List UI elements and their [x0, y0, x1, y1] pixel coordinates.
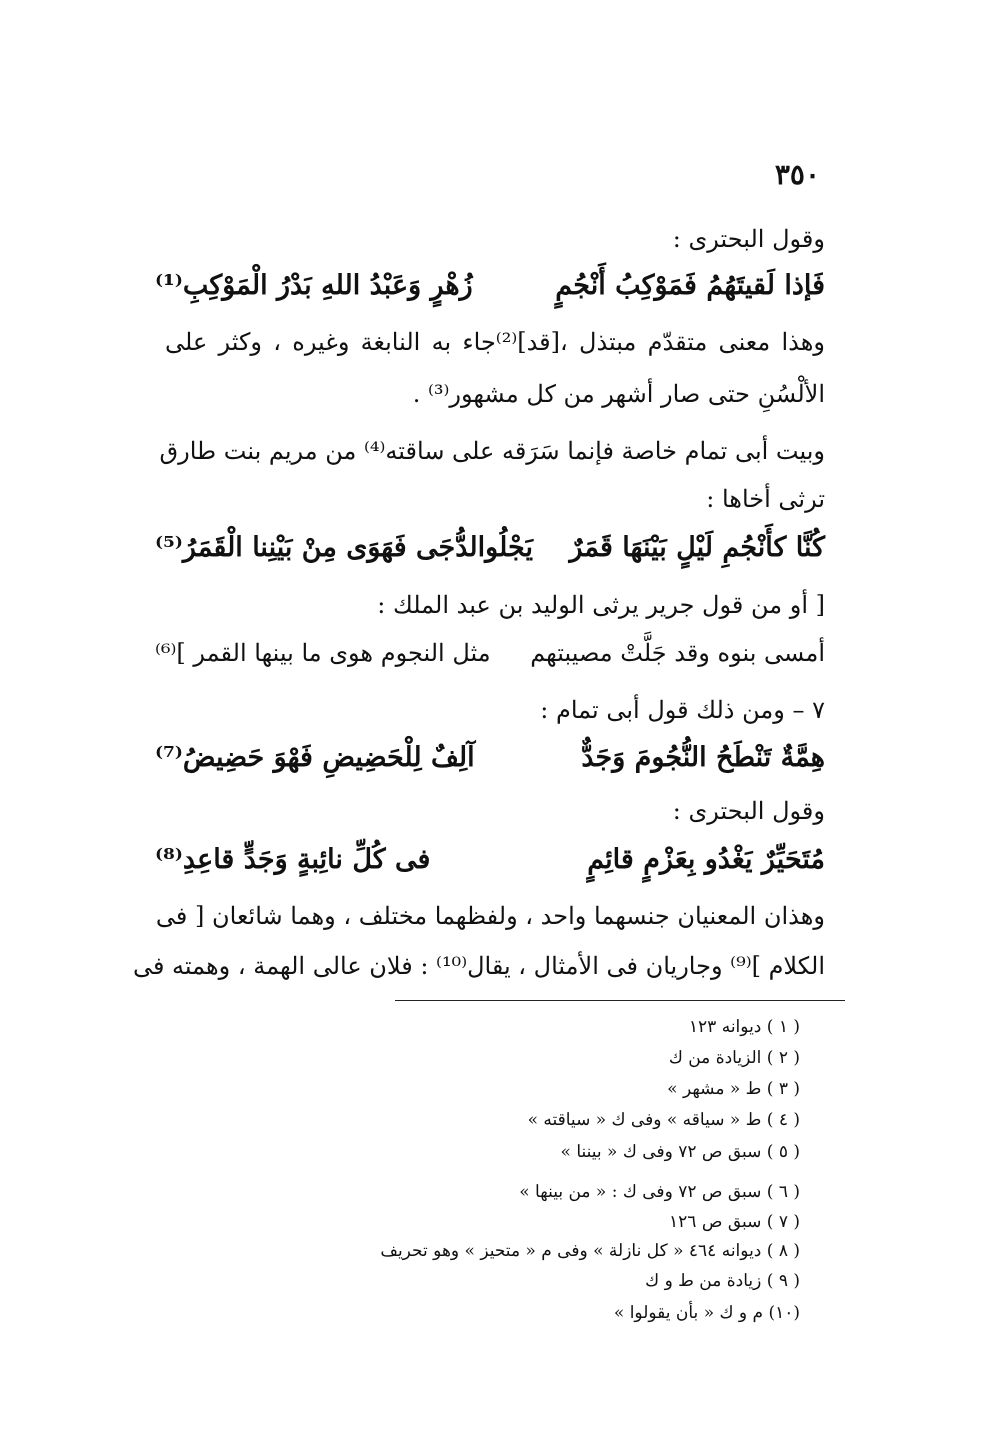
verse-hemistich-second: آلِفٌ لِلْحَضِيضِ فَهْوَ حَضِيضُ⁽⁷⁾: [155, 742, 475, 773]
text-line: وبيت أبى تمام خاصة فإنما سَرَقه على ساقته⁽⁴⁾ من مريم بنت طارق: [159, 437, 825, 465]
page-number: ٣٥٠: [774, 158, 820, 191]
verse-hemistich-first: فَإذا لَقيتَهُمُ فَمَوْكِبُ أَنْجُمٍ: [555, 270, 825, 301]
text-line: وقول البحترى :: [672, 797, 825, 825]
verse-line: [155, 738, 825, 778]
verse-hemistich-first: أمسى بنوه وقد جَلَّتْ مصيبتهم: [530, 639, 825, 667]
text-line: وهذان المعنيان جنسهما واحد ، ولفظهما مختلف ، وهما شائعان [ فى: [155, 902, 825, 930]
footnote: (١٠) م و ك « بأن يقولوا »: [613, 1303, 800, 1323]
footnote: ( ٢ ) الزيادة من ك: [668, 1048, 800, 1068]
verse-line: [155, 840, 825, 880]
verse-line: [155, 633, 825, 673]
footnote-divider: [395, 1000, 845, 1001]
footnote: ( ٣ ) ط « مشهر »: [667, 1079, 800, 1099]
verse-hemistich-second: زُهْرٍ وَعَبْدُ اللهِ بَدْرُ الْمَوْكِبِ⁽¹⁾: [155, 270, 473, 301]
text-line: الكلام ]⁽⁹⁾ وجاريان فى الأمثال ، يقال⁽¹⁰⁾ : فلان عالى الهمة ، وهمته فى: [132, 952, 825, 980]
text-line: ٧ – ومن ذلك قول أبى تمام :: [540, 696, 825, 724]
text-line: وقول البحترى :: [672, 225, 825, 253]
footnote: ( ٨ ) ديوانه ٤٦٤ « كل نازلة » وفى م « متحيز » وهو تحريف: [380, 1241, 800, 1261]
verse-line: [155, 266, 825, 306]
footnote: ( ١ ) ديوانه ١٢٣: [688, 1017, 800, 1037]
footnote: ( ٦ ) سبق ص ٧٢ وفى ك : « من بينها »: [519, 1182, 800, 1202]
verse-hemistich-second: فى كُلِّ نائِبةٍ وَجَدٍّ قاعِدِ⁽⁸⁾: [155, 844, 431, 875]
verse-hemistich-second: يَجْلُوالدُّجَى فَهَوَى مِنْ بَيْنِنا الْقَمَرُ⁽⁵⁾: [155, 532, 533, 563]
text-line: ترثى أخاها :: [706, 485, 825, 513]
verse-hemistich-first: هِمَّةٌ تَنْطَحُ النُّجُومَ وَجَدٌّ: [581, 742, 825, 773]
footnote: ( ٥ ) سبق ص ٧٢ وفى ك « بيننا »: [560, 1142, 800, 1162]
footnote: ( ٧ ) سبق ص ١٢٦: [669, 1212, 800, 1232]
text-line: الألْسُنِ حتى صار أشهر من كل مشهور⁽³⁾ .: [412, 380, 825, 408]
footnote: ( ٩ ) زيادة من ط و ك: [645, 1271, 800, 1291]
verse-hemistich-first: كُنَّا كأَنْجُمِ لَيْلٍ بَيْنَهَا قَمَرٌ: [569, 532, 825, 563]
verse-hemistich-second: مثل النجوم هوى ما بينها القمر ]⁽⁶⁾: [155, 639, 491, 667]
text-line: وهذا معنى متقدّم مبتذل ،[قد]⁽²⁾جاء به النابغة وغيره ، وكثر على: [165, 328, 825, 356]
footnote: ( ٤ ) ط « سياقه » وفى ك « سياقته »: [527, 1110, 800, 1130]
text-line: [ أو من قول جرير يرثى الوليد بن عبد الملك :: [377, 591, 825, 619]
verse-line: [155, 528, 825, 568]
verse-hemistich-first: مُتَحَيِّرٌ يَغْدُو بِعَزْمٍ قائِمٍ: [587, 844, 825, 875]
